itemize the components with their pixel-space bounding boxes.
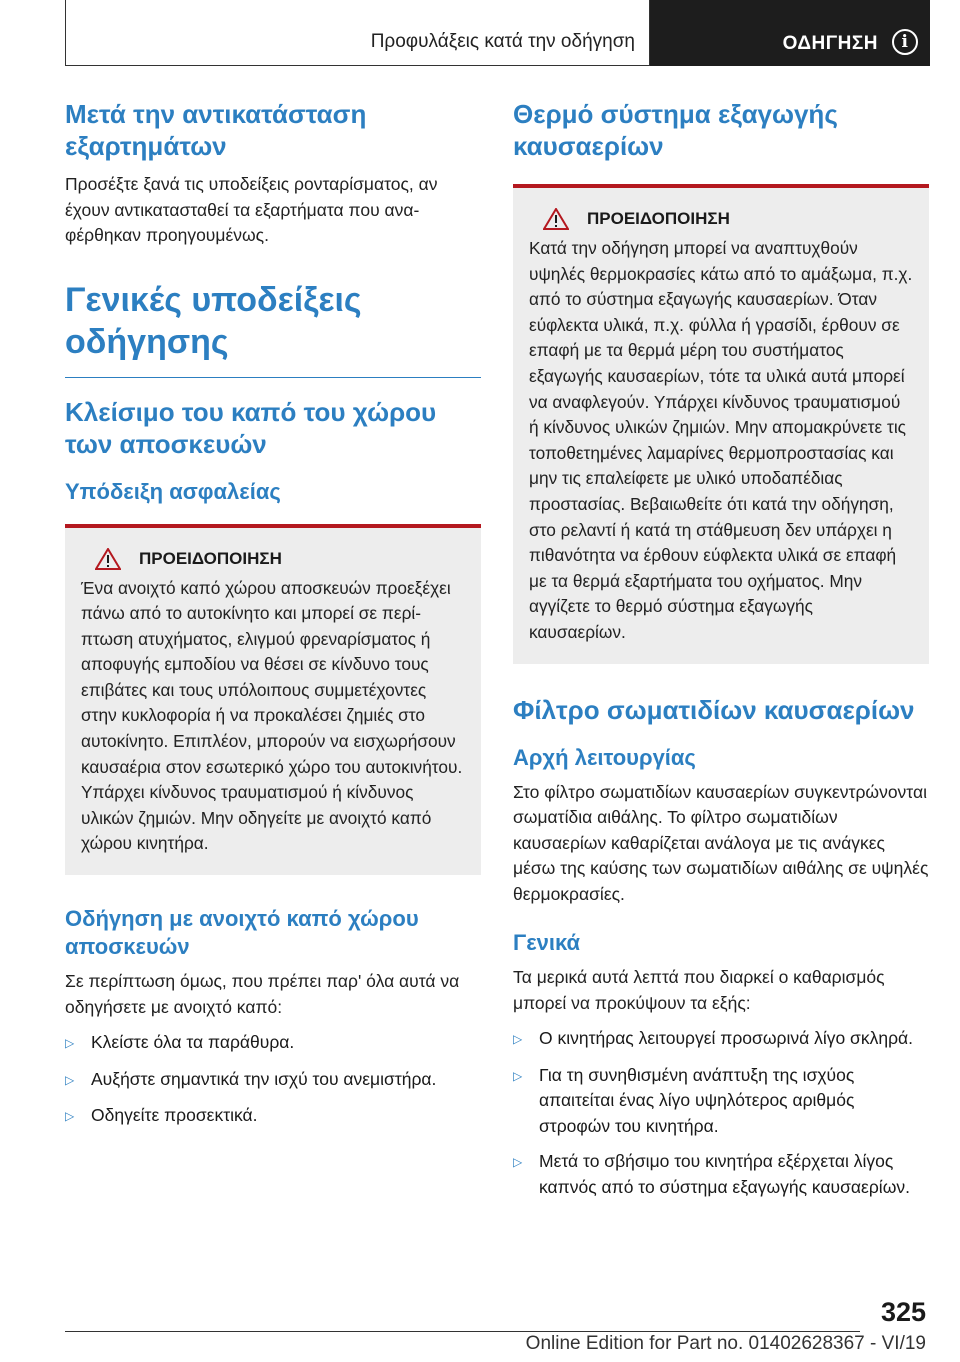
heading-driving-open-trunk: Οδήγηση με ανοιχτό καπό χώρου αποσκευών	[65, 906, 419, 960]
warning-box-trunk	[65, 524, 481, 876]
effects-list	[513, 1026, 929, 1200]
list-item: ▷ Μετά το σβήσιμο του κινητήρα εξέρχεται λίγος καπνός από το σύστημα εξαγωγής καυσαερίων.	[513, 1149, 929, 1200]
heading-particle-filter: Φίλτρο σωματιδίων καυσαερίων	[513, 694, 915, 725]
heading-operating-principle: Αρχή λειτουργίας	[513, 744, 696, 770]
paragraph-after-replacement: Προσέξτε ξανά τις υποδείξεις ρονταρίσματος, αν έχουν αντικατασταθεί τα εξαρτήματα που αναφέρθηκαν προηγουμένως.	[65, 174, 438, 245]
triangle-right-icon: ▷	[513, 1032, 523, 1046]
triangle-right-icon: ▷	[65, 1036, 75, 1051]
warning-label: ΠΡΟΕΙΔΟΠΟΙΗΣΗ	[139, 548, 282, 568]
paragraph-general: Τα μερικά αυτά λεπτά που διαρκεί ο καθαρισμός μπορεί να προκύψουν τα εξής:	[513, 967, 885, 1013]
paragraph-driving-open-trunk: Σε περίπτωση όμως, που πρέπει παρ' όλα αυτά να οδηγήσετε με ανοιχτό καπό:	[65, 971, 460, 1017]
list-item: ▷ Αυξήστε σημαντικά την ισχύ του ανεμιστήρα.	[65, 1067, 481, 1094]
triangle-right-icon: ▷	[65, 1109, 75, 1124]
triangle-right-icon: ▷	[513, 1068, 523, 1083]
warning-text: Ένα ανοιχτό καπό χώρου αποσκευών προεξέχει πάνω από το αυτοκίνητο και μπορεί σε περίπτωση ατυχήματος, ελιγμού φρεναρίσματος ή αποφυγής εμποδίου να θέσει σε κίνδυνο τους επιβάτες και τους υπόλοιπους συμμετέχοντες στην κυκλοφορία ή να προκαλέσει ζημιές στο αυτοκίνητο. Επιπλέον, μπορούν να εισχωρήσουν καυσαέρια στον εσωτερικό χώρο του αυτοκινήτου. Υπάρχει κίνδυνος τραυματισμού ή κίνδυνος υλικών ζημιών. Μην οδηγείτε με ανοιχτό καπό χώρου κινητήρα.	[81, 577, 463, 854]
section-title: Προφυλάξεις κατά την οδήγηση	[65, 0, 650, 66]
heading-after-replacement: Μετά την αντικατάσταση εξαρτημάτων	[65, 99, 367, 161]
footer-divider	[65, 1331, 860, 1332]
heading-divider	[65, 377, 481, 378]
chapter-tab	[650, 0, 930, 66]
page-header	[65, 0, 930, 66]
info-circle-icon: i	[892, 29, 918, 55]
warning-header	[81, 548, 465, 570]
heading-hot-exhaust: Θερμό σύστημα εξαγωγής καυσαερίων	[513, 99, 838, 161]
right-column	[513, 98, 929, 1210]
triangle-right-icon: ▷	[513, 1155, 523, 1169]
warning-triangle-icon	[95, 548, 121, 570]
warning-box-exhaust	[513, 184, 929, 664]
list-item: ▷ Κλείστε όλα τα παράθυρα.	[65, 1030, 481, 1057]
edition-footer: Online Edition for Part no. 01402628367 - VI/19	[525, 1333, 926, 1354]
list-item: ▷ Ο κινητήρας λειτουργεί προσωρινά λίγο σκληρά.	[513, 1026, 929, 1053]
paragraph-operating-principle: Στο φίλτρο σωματιδίων καυσαερίων συγκεντρώνονται σωματίδια αιθάλης. Το φίλτρο σωματιδίων καυσαερίων καθαρίζεται ανάλογα με τις ανάγκες μέσω της καύσης των σωματιδίων αιθάλης σε υψηλές θερμοκρασίες.	[513, 781, 929, 904]
steps-list	[65, 1030, 481, 1130]
list-item: ▷ Για τη συνηθισμένη ανάπτυξη της ισχύος απαιτείται ένας λίγο υψηλότερος αριθμός στροφών του κινητήρα.	[513, 1063, 929, 1140]
left-column	[65, 98, 481, 1140]
triangle-right-icon: ▷	[65, 1072, 75, 1087]
chapter-title: ΟΔΗΓΗΣΗ	[782, 33, 878, 54]
heading-general-driving: Γενικές υποδείξεις οδήγησης	[65, 280, 362, 361]
heading-safety-note: Υπόδειξη ασφαλείας	[65, 478, 281, 504]
warning-triangle-icon	[543, 208, 569, 230]
page-number: 325	[880, 1297, 926, 1327]
warning-label: ΠΡΟΕΙΔΟΠΟΙΗΣΗ	[587, 209, 730, 228]
heading-closing-trunk: Κλείσιμο του καπό του χώρου των αποσκευών	[65, 396, 437, 459]
heading-general: Γενικά	[513, 930, 581, 955]
warning-text: Κατά την οδήγηση μπορεί να αναπτυχθούν υψηλές θερμοκρασίες κάτω από το αμάξωμα, π.χ. από το σύστημα εξαγωγής καυσαερίων. Όταν εύφλεκτα υλικά, π.χ. φύλλα ή γρασίδι, έρθουν σε επαφή με τα θερμά μέρη του συστήματος εξαγωγής καυσαερίων, τότε τα υλικά αυτά μπορεί να αναφλεγούν. Υπάρχει κίνδυνος τραυματισμού ή κίνδυνος υλικών ζημιών. Μην απομακρύνετε τις τοποθετημένες λαμαρίνες θερμοπροστασίας και μην τις επαλείφετε με υλικό υποδαπέδιας προστασίας. Βεβαιωθείτε ότι κατά την οδήγηση, στο ρελαντί ή κατά τη στάθμευση δεν υπάρχει η πιθανότητα να έρθουν εύφλεκτα υλικά σε επαφή με τα θερμά εξαρτήματα του οχήματος. Μην αγγίζετε το θερμό σύστημα εξαγωγής καυσαερίων.	[529, 238, 913, 642]
warning-header	[529, 208, 913, 230]
list-item: ▷ Οδηγείτε προσεκτικά.	[65, 1103, 481, 1130]
